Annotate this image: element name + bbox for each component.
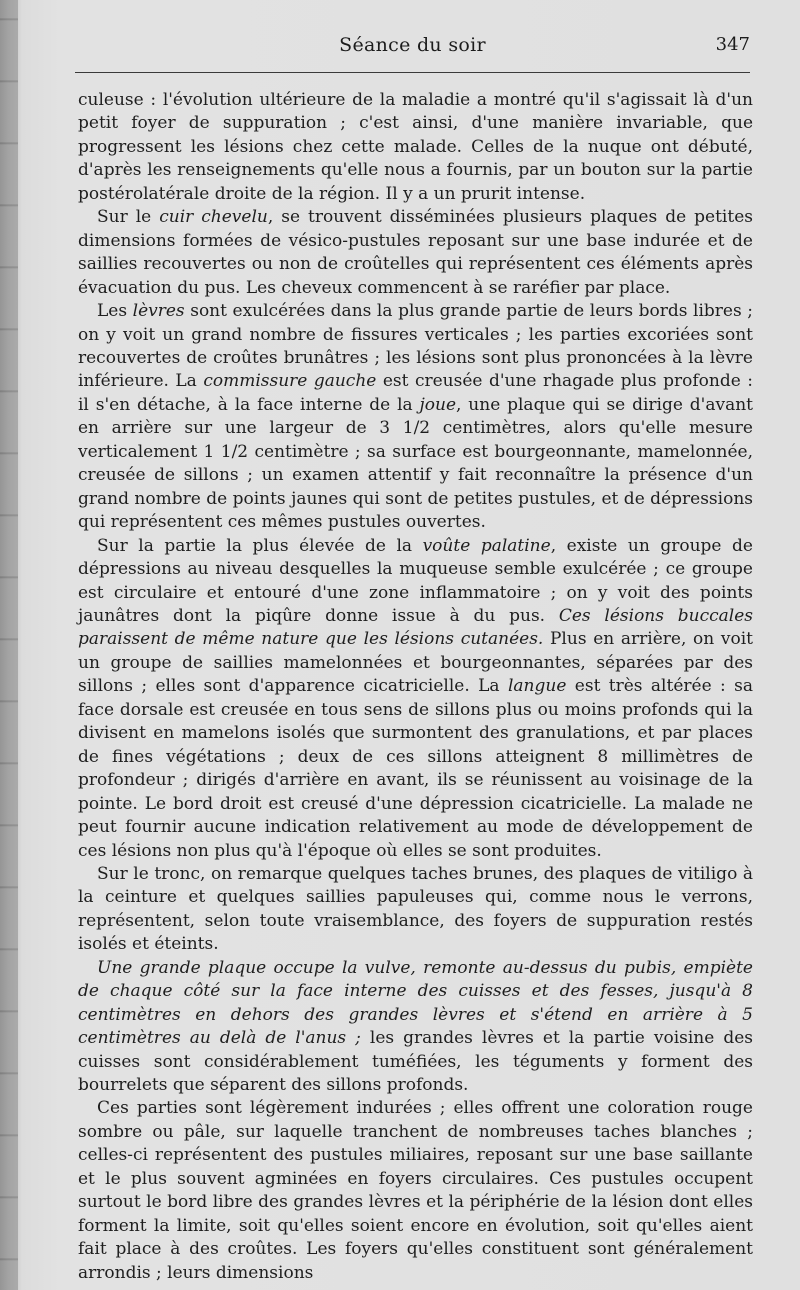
body-text [78,89,753,1285]
italic-text: commissure gauche [203,371,377,392]
italic-text: lèvres [132,301,185,322]
text-run: , se trouvent disséminées plusieurs plaques de petites dimensions formées de vésico-pustules reposant sur une base indurée et de saillies recouvertes ou non de croûtelles qui représentent ces éléments après évacuation du pus. Les cheveux commencent à se raréfier par place. [78,207,753,298]
page-binding-edge [0,0,18,1290]
text-run: Ces parties sont légèrement indurées ; elles offrent une coloration rouge sombre ou pâle, sur laquelle tranchent de nombreuses taches blanches ; celles-ci représentent des pustules miliaires, reposant sur une base saillante et le plus souvent agminées en foyers circulaires. Ces pustules occupent surtout le bord libre des grandes lèvres et la périphérie de la lésion dont elles forment la limite, soit qu'elles soient encore en évolution, soit qu'elles aient fait place à des croûtes. Les foyers qu'elles constituent sont généralement arrondis ; leurs dimensions [78,1098,753,1283]
text-run: Plus en arrière, on voit un groupe de saillies mamelonnées et bourgeonnantes, séparées par des sillons ; elles sont d'apparence cicatricielle. La [78,629,753,697]
text-run: Sur le [97,207,160,228]
italic-text: cuir chevelu [159,207,268,228]
page-header [75,32,750,68]
running-title: Séance du soir [339,34,486,56]
paragraph [78,89,753,206]
italic-text: Une grande plaque occupe la vulve, remonte au-dessus du pubis, empiète de chaque côté sur la face interne des cuisses et des fesses, jusqu'à 8 centimètres en dehors des grandes lèvres et s'étend en arrière à 5 centimètres au delà de l'anus ; [78,957,753,1049]
italic-text: Ces lésions buccales paraissent de même nature que les lésions cutanées. [78,605,753,650]
text-run: Sur le tronc, on remarque quelques taches brunes, des plaques de vitiligo à la ceinture et quelques saillies papuleuses qui, comme nous le verrons, représentent, selon toute vraisemblance, des foyers de suppuration restés isolés et éteints. [78,863,753,955]
text-run: est très altérée : sa face dorsale est creusée en tous sens de sillons plus ou moins profonds qui la divisent en mamelons isolés que surmontent des granulations, et par places de fines végétations ; deux de ces sillons atteignent 8 millimètres de profondeur ; dirigés d'arrière en avant, ils se réunissent au voisinage de la pointe. Le bord droit est creusé d'une dépression cicatricielle. La malade ne peut fournir aucune indication relativement au mode de développement de ces lésions non plus qu'à l'époque où elles se sont produites. [78,676,753,861]
text-run: sont exulcérées dans la plus grande partie de leurs bords libres ; on y voit un grand nombre de fissures verticales ; les parties excoriées sont recouvertes de croûtes brunâtres ; les lésions sont plus prononcées à la lèvre inférieure. La [78,301,753,392]
page-number: 347 [715,34,750,55]
text-run: est creusée d'une rhagade plus profonde : il s'en détache, à la face interne de la [78,371,754,415]
header-rule [75,72,750,73]
paragraph [78,300,753,535]
italic-text: joue [419,394,457,415]
text-run: les grandes lèvres et la partie voisine des cuisses sont considérablement tuméfiées, les téguments y forment des bourrelets que séparent des sillons profonds. [78,1028,753,1096]
paragraph [78,957,753,1098]
text-run: , une plaque qui se dirige d'avant en arrière sur une largeur de 3 1/2 centimètres, alors qu'elle mesure verticalement 1 1/2 centimètre ; sa surface est bourgeonnante, mamelonnée, creusée de sillons ; un examen attentif y fait reconnaître la présence d'un grand nombre de points jaunes qui sont de petites pustules, et de dépressions qui représentent ces mêmes pustules ouvertes. [78,394,753,533]
text-run: culeuse : l'évolution ultérieure de la maladie a montré qu'il s'agissait là d'un petit foyer de suppuration ; c'est ainsi, d'une manière invariable, que progressent les lésions chez cette malade. Celles de la nuque ont débuté, d'après les renseignements qu'elle nous a fournis, par un bouton sur la partie postérolatérale droite de la région. Il y a un prurit intense. [78,90,753,204]
italic-text: voûte palatine [422,535,551,556]
text-run: , existe un groupe de dépressions au niveau desquelles la muqueuse semble exulcérée ; ce groupe est circulaire et entouré d'une zone inflammatoire ; on y voit des points jaunâtres dont la piqûre donne issue à du pus. [78,535,753,626]
paragraph [78,1097,753,1285]
paragraph [78,535,753,863]
italic-text: langue [507,676,567,697]
paragraph [78,863,753,957]
text-run: Sur la partie la plus élevée de la [97,535,423,556]
paragraph [78,206,753,300]
text-run: Les [97,301,133,322]
